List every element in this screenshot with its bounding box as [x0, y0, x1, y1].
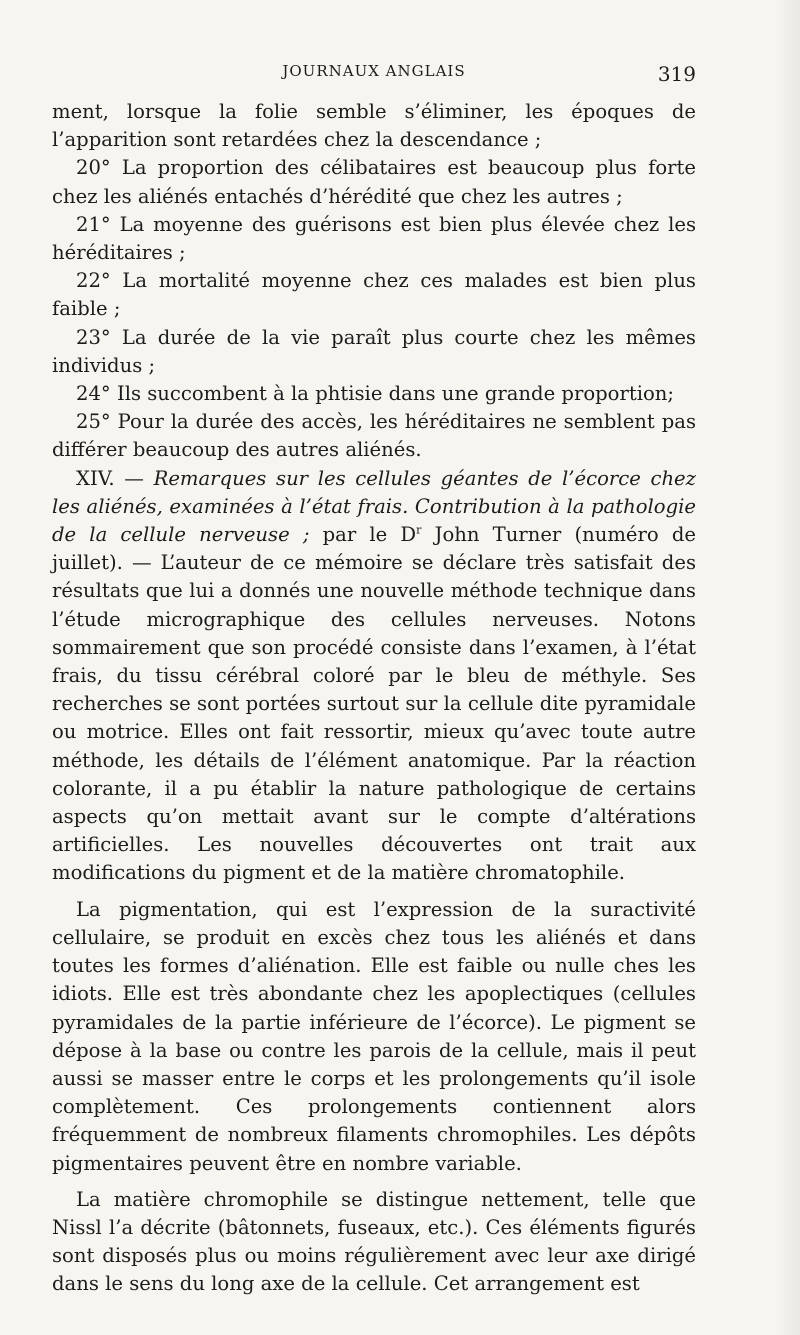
paragraph-chromophile: La matière chromophile se distingue nettement, telle que Nissl l’a décrite (bâtonnets, fuseaux, etc.). Ces éléments figurés sont disposés plus ou moins régulièrement avec leur axe dirigé dans le sens du long axe de la cellule. Cet arrangement est — [52, 1187, 696, 1296]
running-head — [52, 62, 696, 88]
paragraph-item-22: 22° La mortalité moyenne chez ces malades est bien plus faible ; — [52, 269, 696, 321]
running-title: JOURNAUX ANGLAIS — [282, 62, 466, 80]
page-edge-shadow — [776, 0, 800, 1335]
section-numeral: XIV. — — [76, 466, 154, 490]
article-title: Remarques sur les cellules géantes de l’écorce chez les aliénés, examinées à l’état frais. Contribution à la pathologie de la cellule nerveuse ; — [52, 466, 696, 547]
paragraph-item-23: 23° La durée de la vie paraît plus courte chez les mêmes individus ; — [52, 325, 696, 377]
article-summary: John Turner (numéro de juillet). — L’auteur de ce mémoire se déclare très satisfait des résultats que lui a donnés une nouvelle méthode technique dans l’étude micrographique des cellules nerveuses. Notons sommairement que son procédé consiste dans l’examen, à l’état frais, du tissu cérébral coloré par le bleu de méthyle. Ses recherches se sont portées surtout sur la cellule dite pyramidale ou motrice. Elles ont fait ressortir, mieux qu’avec toute autre méthode, les détails de l’élément anatomique. Par la réaction colorante, il a pu établir la nature pathologique de certains aspects qu’on mettait avant sur le compte d’altérations artificielles. Les nouvelles découvertes ont trait aux modifications du pigment et de la matière chromatophile. — [52, 523, 696, 885]
paragraph-pigmentation: La pigmentation, qui est l’expression de la suractivité cellulaire, se produit en excès chez tous les aliénés et dans toutes les formes d’aliénation. Elle est faible ou nulle ches les idiots. Elle est très abondante chez les apoplectiques (cellules pyramidales de la partie inférieure de l’écorce). Le pigment se dépose à la base ou contre les parois de la cellule, mais il peut aussi se masser entre le corps et les prolongements qu’il isole complètement. Ces prolongements contiennent alors fréquemment de nombreux filaments chromophiles. Les dépôts pigmentaires peuvent être en nombre variable. — [52, 897, 696, 1175]
author-prefix: par le D — [309, 523, 417, 547]
text-body — [52, 98, 696, 1299]
page-number: 319 — [657, 62, 696, 86]
author-superscript: r — [416, 523, 422, 537]
paragraph-section-xiv — [52, 465, 696, 888]
paragraph-item-24: 24° Ils succombent à la phtisie dans une grande proportion; — [76, 382, 674, 406]
paragraph-item-20: 20° La proportion des célibataires est beaucoup plus forte chez les aliénés entachés d’hérédité que chez les autres ; — [52, 156, 696, 208]
paragraph-item-21: 21° La moyenne des guérisons est bien plus élevée chez les héréditaires ; — [52, 212, 696, 265]
paragraph-item-25: 25° Pour la durée des accès, les héréditaires ne semblent pas différer beaucoup des autres aliénés. — [52, 410, 696, 462]
paragraph-continuation: ment, lorsque la folie semble s’éliminer, les époques de l’apparition sont retardées chez la descendance ; — [52, 100, 696, 152]
